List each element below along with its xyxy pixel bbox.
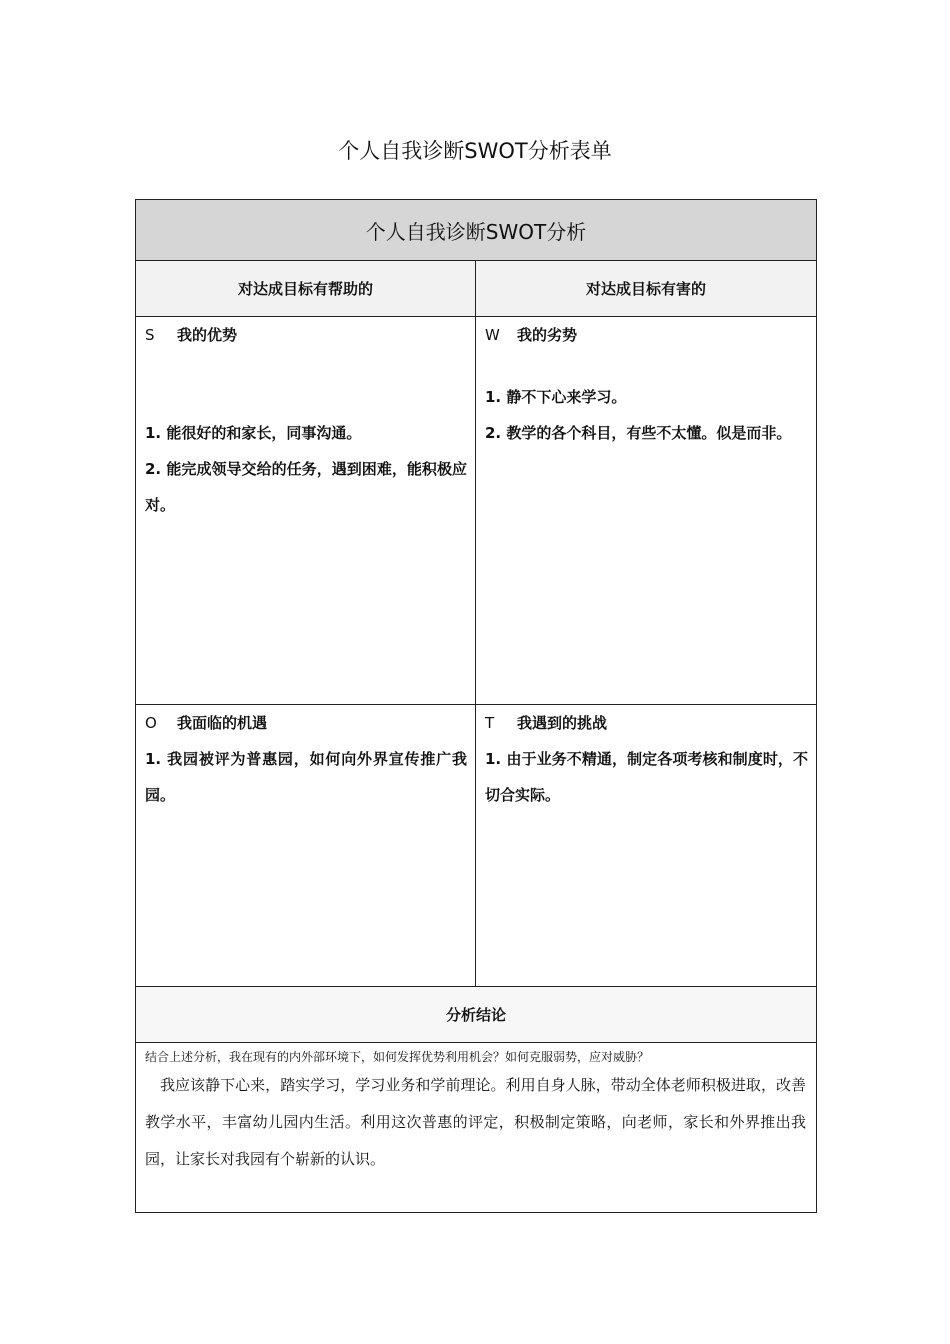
list-item: 1. 能很好的和家长，同事沟通。: [145, 424, 362, 442]
weaknesses-title: 我的劣势: [517, 326, 578, 344]
list-item: 2. 教学的各个科目，有些不太懂。似是而非。: [485, 424, 792, 442]
threats-title: 我遇到的挑战: [517, 714, 608, 732]
strengths-title: 我的优势: [177, 326, 238, 344]
column-helpful-header: 对达成目标有帮助的: [136, 261, 476, 317]
strengths-list: [145, 415, 467, 523]
conclusion-question: 结合上述分析，我在现有的内外部环境下，如何发挥优势利用机会？如何克服弱势，应对威胁？: [145, 1050, 650, 1064]
weaknesses-list: [485, 379, 808, 451]
threats-list: [485, 741, 808, 813]
weaknesses-cell: [476, 317, 817, 705]
column-harmful-header: 对达成目标有害的: [476, 261, 817, 317]
page-title: 个人自我诊断SWOT分析表单: [338, 139, 612, 163]
conclusion-cell: [136, 1043, 817, 1213]
swot-table: [135, 199, 817, 1213]
strengths-letter: S: [145, 326, 155, 344]
strengths-cell: [136, 317, 476, 705]
list-item: 1. 我园被评为普惠园，如何向外界宣传推广我园。: [145, 750, 467, 804]
list-item: 1. 静不下心来学习。: [485, 388, 627, 406]
conclusion-header: 分析结论: [136, 987, 817, 1043]
list-item: 2. 能完成领导交给的任务，遇到困难，能积极应对。: [145, 460, 467, 514]
opportunities-label: [145, 711, 467, 735]
threats-cell: [476, 705, 817, 987]
opportunities-cell: [136, 705, 476, 987]
threats-label: [485, 711, 808, 735]
table-header: 个人自我诊断SWOT分析: [136, 200, 817, 261]
weaknesses-label: [485, 323, 808, 347]
list-item: 1. 由于业务不精通，制定各项考核和制度时，不切合实际。: [485, 750, 808, 804]
opportunities-list: [145, 741, 467, 813]
threats-letter: T: [485, 714, 495, 732]
opportunities-title: 我面临的机遇: [177, 714, 268, 732]
weaknesses-letter: W: [485, 326, 500, 344]
conclusion-text: 我应该静下心来，踏实学习，学习业务和学前理论。利用自身人脉，带动全体老师积极进取，改善教学水平，丰富幼儿园内生活。利用这次普惠的评定，积极制定策略，向老师，家长和外界推出我园，让家长对我园有个崭新的认识。: [145, 1076, 806, 1168]
opportunities-letter: O: [145, 714, 157, 732]
strengths-label: [145, 323, 467, 347]
